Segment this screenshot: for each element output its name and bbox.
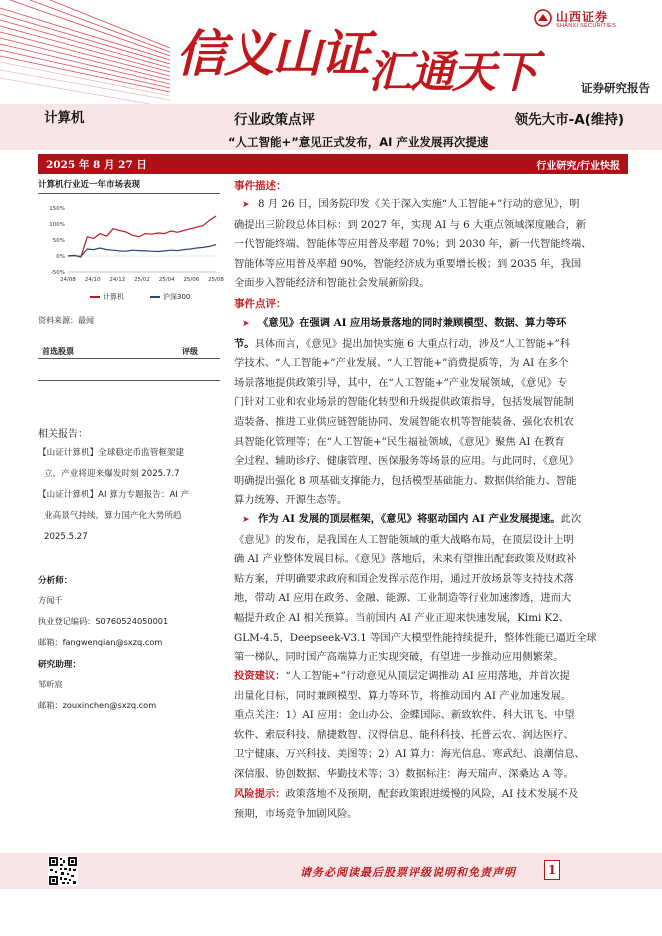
inv-line-6: 深信服、协创数据、华勤技术等；3）数据标注：海天瑞声、深桑达 A 等。 bbox=[234, 767, 574, 780]
document-type: 行业政策点评 bbox=[234, 112, 315, 128]
x-tick-label: 24/10 bbox=[84, 277, 101, 283]
p1-line-8: 全过程、辅助诊疗、健康管理、医保服务等场景的应用。与此同时，《意见》 bbox=[234, 455, 579, 468]
related-report-2-line3: 2025.5.27 bbox=[44, 532, 88, 542]
inv-line-3: 重点关注：1）AI 应用：金山办公、金蝶国际、新致软件、科大讯飞、中望 bbox=[234, 709, 575, 722]
disclaimer-notice[interactable]: 请务必阅读最后股票评级说明和免责声明 bbox=[300, 866, 516, 879]
header-banner bbox=[0, 0, 662, 104]
x-tick-label: 24/08 bbox=[60, 277, 76, 283]
p1-bold-tail: 节。 bbox=[234, 337, 255, 350]
inv-line-1-text: “人工智能+”行动意见从顶层定调推动 AI 应用落地，并首次提 bbox=[285, 670, 570, 682]
p1-line-1 bbox=[234, 314, 628, 335]
series-line-hs300 bbox=[68, 245, 216, 257]
date-bar bbox=[38, 154, 628, 174]
x-tick-label: 25/08 bbox=[208, 277, 224, 283]
assistant-name: 邹昕宸 bbox=[38, 679, 63, 689]
slogan-part-b: 汇通天下 bbox=[368, 47, 536, 98]
legend-label: 沪深300 bbox=[163, 293, 191, 301]
p1-line-6: 造装备、推进工业供应链智能协同、发展智能农机等智能装备、强化农机农 bbox=[234, 415, 574, 428]
chart-source: 资料来源：最闻 bbox=[38, 316, 94, 325]
risk-line-1 bbox=[234, 785, 628, 805]
related-reports-list bbox=[38, 443, 220, 548]
p2-line-4: 贴方案，并明确要求政府和国企发挥示范作用，通过开放场景等支持技术落 bbox=[234, 572, 574, 585]
p2-line-2: 《意见》的发布，是我国在人工智能领域的重大战略布局，在顶层设计上明 bbox=[234, 533, 574, 546]
assistant-label: 研究助理： bbox=[38, 660, 81, 670]
analyst-name: 方闻千 bbox=[38, 595, 63, 605]
risk-warning-label: 风险提示： bbox=[234, 788, 286, 800]
rating-column-header: 评级 bbox=[182, 347, 198, 356]
inv-line-2: 出量化目标，同时兼顾模型、算力等环节，将推动国内 AI 产业加速发展。 bbox=[234, 689, 572, 702]
y-tick-label: 0% bbox=[56, 254, 65, 260]
x-tick-label: 25/06 bbox=[183, 277, 200, 283]
y-tick-label: 50% bbox=[52, 238, 65, 244]
related-report-1-line2: 立，产业将迎来爆发时刻 2025.7.7 bbox=[44, 469, 180, 479]
company-logo bbox=[534, 6, 654, 34]
p2-bold-lead: 作为 AI 发展的顶层框架，《意见》将驱动国内 AI 产业发展提速。 bbox=[258, 513, 561, 525]
table-bottom-rule bbox=[38, 380, 220, 381]
logo-text-en: SHANXI SECURITIES bbox=[556, 23, 617, 29]
logo-mark-icon bbox=[534, 9, 552, 27]
related-report-2-line2: 业高景气持续，算力国产化大势所趋 bbox=[44, 511, 182, 521]
p2-line-8: 第一梯队，同时国产高端算力正实现突破，有望进一步推动应用侧繁荣。 bbox=[234, 651, 564, 664]
stock-column-header: 首选股票 bbox=[42, 347, 74, 356]
inv-line-5: 卫宁健康、万兴科技、美图等；2）AI 算力：海光信息、寒武纪、浪潮信息、 bbox=[234, 748, 585, 761]
event-line-2: 确提出三阶段总体目标：到 2027 年，实现 AI 与 6 大重点领域深度融合，新 bbox=[234, 218, 587, 231]
chart-title: 计算机行业近一年市场表现 bbox=[38, 178, 220, 194]
qr-code-icon[interactable] bbox=[48, 856, 78, 886]
event-comment-heading: 事件点评： bbox=[234, 298, 287, 310]
p1-line-2-text: 具体而言，《意见》提出加快实施 6 大重点行动，涉及“人工智能+”科 bbox=[254, 337, 571, 350]
p2-line-7: GLM-4.5，Deepseek-V3.1 等国产大模型性能持续提升，整体性能已逼近全球 bbox=[234, 631, 597, 644]
bullet-arrow-icon: ➤ bbox=[242, 515, 250, 525]
report-headline: “人工智能+”意见正式发布，AI 产业发展再次提速 bbox=[228, 135, 489, 149]
industry-name: 计算机 bbox=[44, 110, 85, 126]
analyst-email[interactable]: 邮箱：fangwenqian@sxzq.com bbox=[38, 637, 163, 647]
related-report-2-line1: 【山证计算机】AI 算力专题报告：AI 产 bbox=[38, 490, 190, 500]
p2-line-6: 幅提升政企 AI 相关预算。当前国内 AI 产业正迎来快速发展，Kimi K2、 bbox=[234, 611, 570, 624]
preferred-stocks-header bbox=[38, 345, 220, 359]
report-date: 2025 年 8 月 27 日 bbox=[46, 159, 147, 171]
analyst-cert-no: 执业登记编码：S0760524050001 bbox=[38, 616, 169, 626]
logo-text-cn: 山西证券 bbox=[556, 10, 609, 24]
event-description bbox=[234, 195, 628, 294]
risk-line-1-text: 政策落地不及预期，配套政策跟进缓慢的风险，AI 技术发展不及 bbox=[285, 788, 579, 800]
p1-line-7: 具智能化管理等；在“人工智能+”民生福祉领域，《意见》聚焦 AI 在教育 bbox=[234, 435, 565, 448]
slogan-part-a: 信义山证 bbox=[176, 24, 368, 83]
related-report-1[interactable] bbox=[38, 443, 220, 485]
y-tick-label: 150% bbox=[49, 206, 65, 212]
event-line-5: 全面步入智能经济和智能社会发展新阶段。 bbox=[234, 277, 430, 290]
inv-line-4: 软件、索辰科技、鼎捷数智、汉得信息、能科科技、托普云农、润达医疗、 bbox=[234, 728, 574, 741]
p2-line-1-tail: 此次 bbox=[560, 513, 582, 525]
market-performance-chart bbox=[38, 196, 222, 306]
p2-line-1 bbox=[234, 510, 628, 531]
related-report-1-line1: 【山证计算机】全球稳定币监管框架建 bbox=[38, 448, 185, 458]
comment-paragraph-2 bbox=[234, 510, 628, 668]
report-category: 行业研究/行业快报 bbox=[536, 161, 620, 172]
analyst-label: 分析师： bbox=[38, 576, 73, 586]
page-number: 1 bbox=[544, 860, 560, 880]
risk-warning bbox=[234, 785, 628, 824]
comment-paragraph-1 bbox=[234, 314, 628, 511]
event-line-3: 一代智能终端、智能体等应用普及率超 70%；到 2030 年，新一代智能终端、 bbox=[234, 238, 592, 251]
related-report-2[interactable] bbox=[38, 485, 220, 548]
x-tick-label: 25/04 bbox=[158, 277, 175, 283]
event-line-4: 智能体等应用普及率超 90%，智能经济成为重要增长极；到 2035 年，我国 bbox=[234, 257, 582, 270]
p1-line-10: 算力统筹、开源生态等。 bbox=[234, 494, 348, 507]
p2-line-3: 确 AI 产业整体发展目标。《意见》落地后，未来有望推出配套政策及财政补 bbox=[234, 553, 577, 566]
legend-label: 计算机 bbox=[103, 293, 124, 301]
event-line-1 bbox=[234, 195, 628, 216]
y-tick-label: 100% bbox=[49, 222, 65, 228]
x-tick-label: 25/02 bbox=[134, 277, 150, 283]
investment-advice-label: 投资建议： bbox=[234, 670, 286, 682]
event-line-1-text: 8 月 26 日，国务院印发《关于深入实施“人工智能+”行动的意见》，明 bbox=[258, 198, 580, 210]
x-tick-label: 24/12 bbox=[109, 277, 126, 283]
slogan bbox=[176, 14, 536, 98]
inv-line-1 bbox=[234, 667, 628, 687]
p1-line-4: 场景落地提供政策引导，其中，在“人工智能+”产业发展领域，《意见》专 bbox=[234, 376, 568, 389]
y-tick-label: -50% bbox=[50, 270, 65, 276]
event-description-heading: 事件描述： bbox=[234, 180, 287, 192]
bullet-arrow-icon: ➤ bbox=[242, 319, 250, 329]
p1-line-5: 门针对工业和农业场景的智能化转型和升级提供政策指导，包括发展智能制 bbox=[234, 396, 574, 409]
p1-line-3: 学技术、“人工智能+”产业发展、“人工智能+”消费提质等，为 AI 在多个 bbox=[234, 357, 569, 370]
bullet-arrow-icon: ➤ bbox=[242, 200, 250, 210]
investment-advice bbox=[234, 667, 628, 785]
p1-bold-lead: 《意见》在强调 AI 应用场景落地的同时兼顾模型、数据、算力等环 bbox=[258, 317, 567, 329]
related-reports-label: 相关报告： bbox=[38, 429, 88, 440]
report-type-label: 证券研究报告 bbox=[581, 81, 650, 95]
rating-label: 领先大市-A(维持) bbox=[514, 112, 624, 128]
assistant-email[interactable]: 邮箱：zouxinchen@sxzq.com bbox=[38, 700, 157, 710]
p2-line-5: 地，带动 AI 应用在政务、金融、能源、工业制造等行业加速渗透，进而大 bbox=[234, 592, 572, 605]
risk-line-2: 预期，市场竞争加剧风险。 bbox=[234, 807, 358, 820]
p1-line-9: 明确提出强化 8 项基础支撑能力，包括模型基础能力、数据供给能力、智能 bbox=[234, 474, 577, 487]
p1-line-2 bbox=[234, 335, 628, 355]
